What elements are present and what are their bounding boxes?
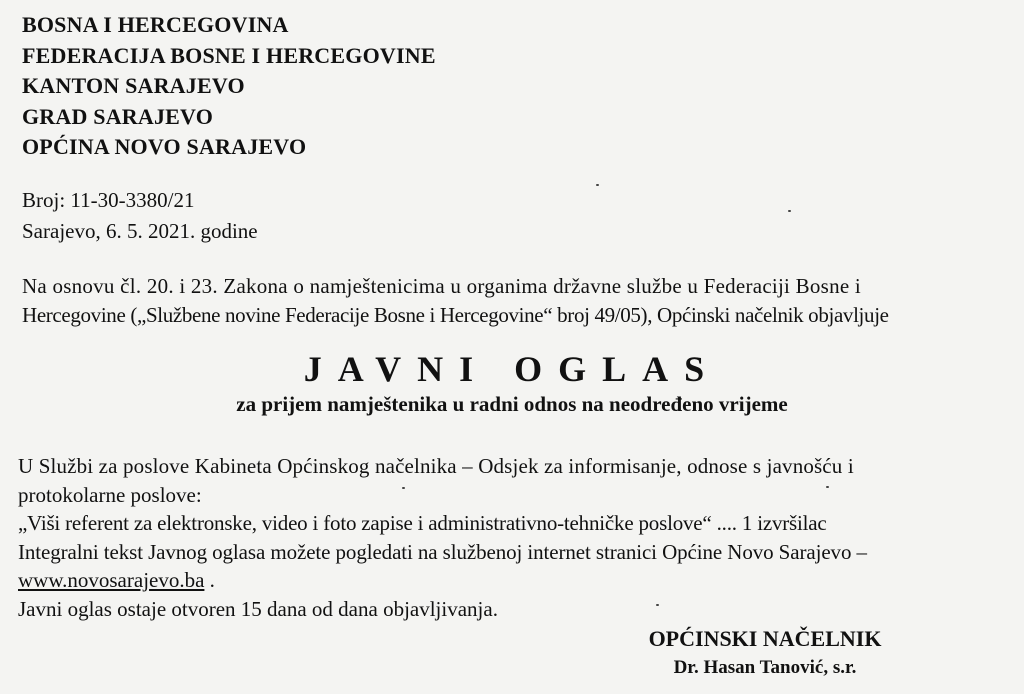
website-link[interactable]: www.novosarajevo.ba (18, 568, 205, 592)
body-line-position: „Viši referent za elektronske, video i foto zapise i administrativno-tehničke poslove“ .... 1 izvršilac (18, 511, 827, 535)
intro-line-1: Na osnovu čl. 20. i 23. Zakona o namještenicima u organima državne službe u Federaciji Bosne i (22, 274, 861, 298)
signature-role: OPĆINSKI NAČELNIK (648, 626, 882, 651)
body-line-website-info: Integralni tekst Javnog oglasa možete pogledati na službenoj internet stranici Općine Novo Sarajevo – (18, 539, 867, 564)
intro-paragraph (22, 272, 1012, 330)
body-line-website (18, 566, 1018, 595)
header-line-country: BOSNA I HERCEGOVINA (22, 12, 289, 37)
notice-body (18, 452, 1018, 623)
header-line-city: GRAD SARAJEVO (22, 103, 214, 129)
website-link-suffix: . (204, 568, 215, 592)
notice-title: JAVNI OGLAS (303, 349, 721, 389)
body-line-duration: Javni oglas ostaje otvoren 15 dana od dana objavljivanja. (18, 596, 498, 621)
print-speck (656, 604, 659, 606)
header-line-municipality: OPĆINA NOVO SARAJEVO (22, 134, 307, 159)
issuer-header (22, 10, 436, 163)
intro-line-2: Hercegovine („Službene novine Federacije Bosne i Hercegovine“ broj 49/05), Općinski načelnik objavljuje (22, 303, 889, 327)
reference-block (22, 185, 258, 247)
print-speck (596, 184, 599, 186)
reference-date: Sarajevo, 6. 5. 2021. godine (22, 219, 258, 243)
header-line-canton: KANTON SARAJEVO (22, 73, 245, 98)
print-speck (826, 486, 829, 488)
notice-subtitle: za prijem namještenika u radni odnos na neodređeno vrijeme (236, 392, 788, 416)
print-speck (788, 210, 791, 212)
reference-number: Broj: 11-30-3380/21 (22, 188, 195, 212)
body-line-department-cont: protokolarne poslove: (18, 482, 202, 507)
body-line-department: U Službi za poslove Kabineta Općinskog načelnika – Odsjek za informisanje, odnose s javnošću i (18, 454, 854, 478)
signature-name: Dr. Hasan Tanović, s.r. (673, 657, 857, 678)
header-line-federation: FEDERACIJA BOSNE I HERCEGOVINE (22, 42, 436, 68)
print-speck (402, 487, 405, 489)
signature-block (600, 624, 930, 682)
